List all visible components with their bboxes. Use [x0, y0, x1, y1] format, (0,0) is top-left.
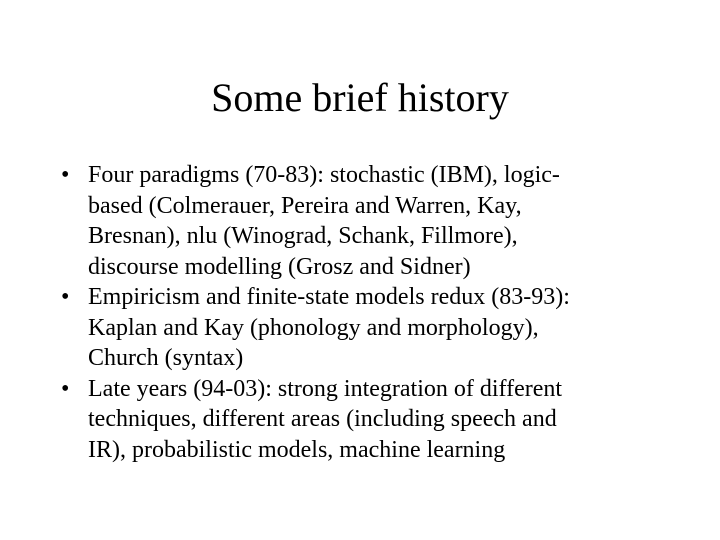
bullet-line: techniques, different areas (including speech and: [88, 406, 557, 432]
bullet-text: [89, 282, 672, 374]
bullet-marker-icon: •: [61, 284, 70, 310]
bullet-marker-icon: •: [61, 162, 70, 188]
bullet-line: based (Colmerauer, Pereira and Warren, Kay,: [88, 192, 522, 219]
bullet-list: [0, 160, 720, 465]
bullet-line: Kaplan and Kay (phonology and morphology),: [88, 314, 539, 341]
bullet-text: [89, 374, 672, 466]
bullet-line: Empiricism and finite-state models redux (83-93):: [88, 284, 570, 310]
bullet-line: Four paradigms (70-83): stochastic (IBM), logic-: [88, 162, 560, 188]
bullet-item-2: [0, 282, 720, 374]
bullet-item-3: [0, 374, 720, 466]
bullet-line: IR), probabilistic models, machine learning: [88, 436, 506, 463]
bullet-line: Late years (94-03): strong integration of different: [88, 375, 563, 402]
bullet-marker-icon: •: [61, 375, 70, 402]
bullet-text: [89, 160, 672, 282]
bullet-item-1: [0, 160, 720, 282]
slide-title: Some brief history: [211, 75, 509, 120]
bullet-line: Bresnan), nlu (Winograd, Schank, Fillmore),: [88, 223, 518, 249]
bullet-line: discourse modelling (Grosz and Sidner): [88, 253, 471, 280]
bullet-line: Church (syntax): [88, 345, 244, 371]
